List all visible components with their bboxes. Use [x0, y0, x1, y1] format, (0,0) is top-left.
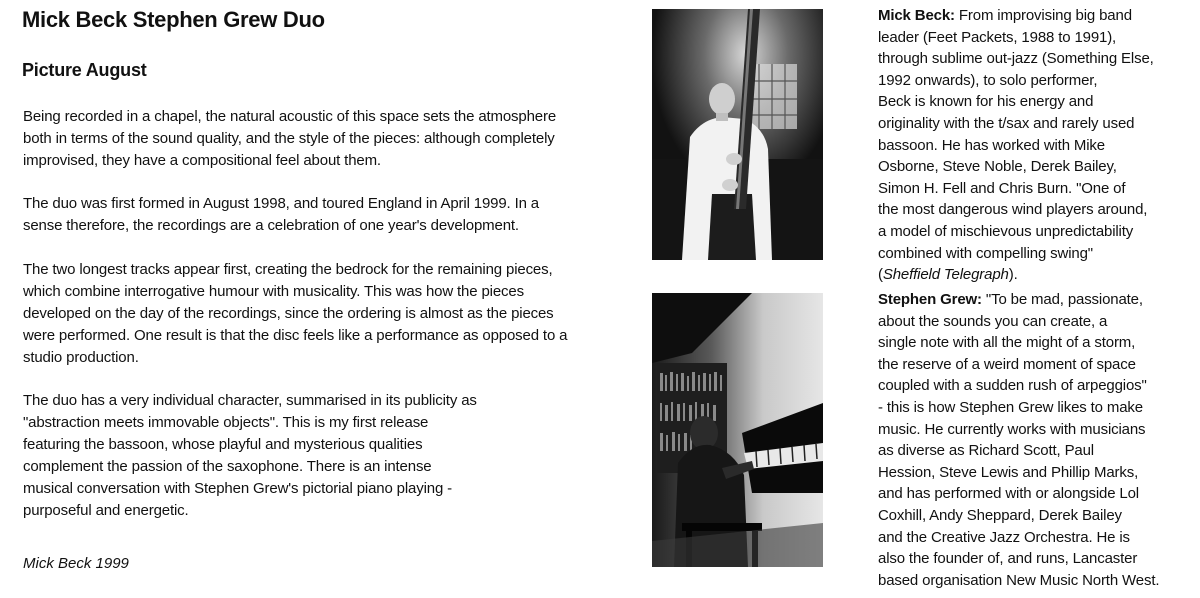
pianist-image — [652, 293, 823, 567]
stephen-grew-bio — [878, 289, 1178, 591]
bio-line: originality with the t/sax and rarely used — [878, 114, 1135, 132]
bio-line: leader (Feet Packets, 1988 to 1991), — [878, 28, 1117, 46]
bio-line: Osborne, Steve Noble, Derek Bailey, — [878, 158, 1117, 176]
bio-line: Coxhill, Andy Sheppard, Derek Bailey — [878, 506, 1122, 524]
bio-line: a model of mischievous unpredictability — [878, 222, 1134, 240]
signature: Mick Beck 1999 — [23, 555, 129, 572]
bio-line: through sublime out-jazz (Something Else, — [878, 50, 1154, 68]
bio-line — [878, 264, 1178, 286]
text-line: were performed. One result is that the disc feels like a performance as opposed to a — [23, 327, 568, 344]
text-line: developed on the day of the recordings, since the ordering is almost as the pieces — [23, 305, 554, 322]
text-line: sense therefore, the recordings are a celebration of one year's development. — [23, 217, 519, 234]
source-open: ( — [878, 266, 883, 284]
bio-line: and the Creative Jazz Orchestra. He is — [878, 528, 1130, 546]
press-source: Sheffield Telegraph — [882, 266, 1009, 284]
text-line: both in terms of the sound quality, and the style of the pieces: although completely — [23, 130, 555, 147]
liner-paragraph-4 — [23, 390, 503, 522]
source-close: ). — [1008, 266, 1018, 284]
bio-line: music. He currently works with musicians — [878, 420, 1146, 438]
liner-paragraph-1 — [23, 106, 603, 172]
page-title: Mick Beck Stephen Grew Duo — [22, 7, 325, 32]
liner-paragraph-3 — [23, 259, 623, 369]
text-line: featuring the bassoon, whose playful and mysterious qualities — [23, 436, 423, 453]
bio-line: as diverse as Richard Scott, Paul — [878, 442, 1094, 460]
bio-line: 1992 onwards), to solo performer, — [878, 71, 1098, 89]
bio-text: "To be mad, passionate, — [981, 291, 1143, 308]
mick-beck-bio — [878, 5, 1178, 286]
bio-line: and has performed with or alongside Lol — [878, 485, 1139, 503]
text-line: The duo was first formed in August 1998, and toured England in April 1999. In a — [23, 195, 539, 212]
text-line: purposeful and energetic. — [23, 502, 189, 519]
bio-name: Mick Beck: — [878, 7, 955, 24]
bio-line: bassoon. He has worked with Mike — [878, 136, 1105, 154]
bio-line: Hession, Steve Lewis and Phillip Marks, — [878, 463, 1139, 481]
bassoon-player-image — [652, 9, 823, 260]
bio-line: also the founder of, and runs, Lancaster — [878, 550, 1138, 568]
text-line: The two longest tracks appear first, creating the bedrock for the remaining pieces, — [23, 261, 553, 278]
text-line: "abstraction meets immovable objects". This is my first release — [23, 414, 429, 431]
bio-line: combined with compelling swing" — [878, 244, 1093, 262]
text-line: musical conversation with Stephen Grew's pictorial piano playing - — [23, 480, 453, 497]
text-line: Being recorded in a chapel, the natural acoustic of this space sets the atmosphere — [23, 108, 557, 125]
pianist-photo — [652, 293, 823, 567]
bio-line: the most dangerous wind players around, — [878, 201, 1148, 219]
text-line: which combine interrogative humour with musicality. This was how the pieces — [23, 283, 524, 300]
bio-line — [878, 289, 1178, 311]
bio-line: - this is how Stephen Grew likes to make — [878, 398, 1143, 416]
text-line: studio production. — [23, 349, 139, 366]
bassoon-player-photo — [652, 9, 823, 260]
bio-line: Simon H. Fell and Chris Burn. "One of — [878, 179, 1126, 197]
bio-line — [878, 5, 1178, 27]
bio-line: the reserve of a weird moment of space — [878, 355, 1136, 373]
bio-line: single note with all the might of a storm, — [878, 334, 1136, 352]
bio-line: Beck is known for his energy and — [878, 93, 1094, 111]
bio-line: based organisation New Music North West. — [878, 571, 1160, 589]
text-line: The duo has a very individual character, summarised in its publicity as — [23, 392, 477, 409]
bio-name: Stephen Grew: — [878, 291, 982, 308]
liner-paragraph-2 — [23, 193, 583, 237]
bio-line: about the sounds you can create, a — [878, 312, 1108, 330]
text-line: complement the passion of the saxophone. There is an intense — [23, 458, 432, 475]
album-title: Picture August — [22, 60, 147, 80]
bio-line: coupled with a sudden rush of arpeggios" — [878, 377, 1147, 395]
bio-text: From improvising big band — [954, 7, 1132, 24]
text-line: improvised, they have a compositional feel about them. — [23, 152, 381, 169]
